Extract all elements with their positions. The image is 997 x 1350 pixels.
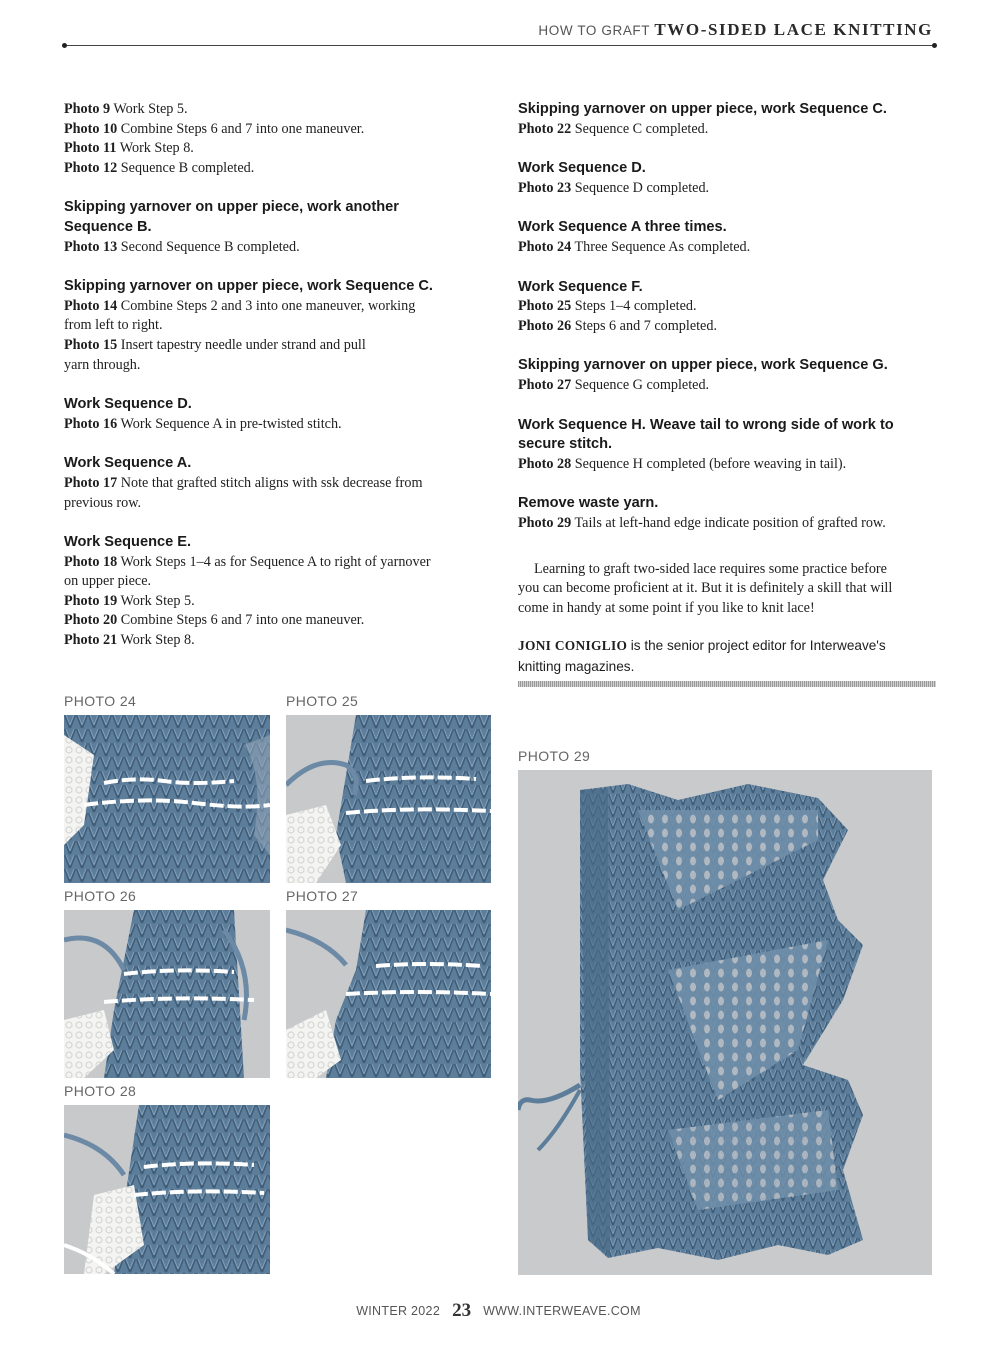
step-text: Work Step 8.	[120, 632, 195, 649]
step-block	[518, 356, 936, 395]
step-heading: Work Sequence A three times.	[518, 219, 727, 236]
photo-ref: Photo 9	[64, 101, 111, 117]
step-text: Work Steps 1–4 as for Sequence A to right of yarnover	[120, 553, 431, 570]
photo-26-image	[64, 910, 270, 1078]
author-bio-text: is the senior project editor for Interweave's	[630, 638, 886, 654]
photo-27-image	[286, 910, 491, 1078]
photo-29-label: PHOTO 29	[518, 748, 591, 764]
step-block	[64, 395, 482, 434]
photo-ref: Photo 13	[64, 238, 118, 255]
step-text: Three Sequence As completed.	[574, 238, 751, 255]
step-block	[518, 218, 936, 257]
step-block	[64, 454, 482, 513]
photo-ref: Photo 19	[64, 592, 118, 609]
step-text: Tails at left-hand edge indicate position of grafted row.	[574, 514, 886, 531]
step-line	[64, 100, 482, 120]
step-block	[518, 416, 936, 475]
photo-ref: Photo 20	[64, 612, 118, 629]
step-heading: Sequence B.	[64, 218, 152, 235]
author-line	[518, 636, 936, 657]
step-block	[518, 159, 936, 198]
step-line	[64, 553, 482, 573]
photo-24-image	[64, 715, 270, 883]
step-line	[518, 179, 936, 199]
section-separator	[518, 681, 936, 687]
photo-27-label: PHOTO 27	[286, 888, 359, 904]
closing-line: come in handy at some point if you like to knit lace!	[518, 599, 815, 616]
step-text: Combine Steps 6 and 7 into one maneuver.	[120, 120, 365, 137]
step-line	[64, 611, 482, 631]
photo-ref: Photo 28	[518, 455, 572, 472]
step-line	[64, 139, 482, 159]
step-line	[518, 297, 936, 317]
step-heading: Work Sequence A.	[64, 455, 192, 472]
photo-ref: Photo 15	[64, 336, 118, 353]
photo-ref: Photo 12	[64, 159, 118, 176]
step-line	[518, 376, 936, 396]
step-line	[64, 474, 482, 494]
photo-ref: Photo 25	[518, 298, 572, 315]
step-heading: Skipping yarnover on upper piece, work Sequence C.	[518, 101, 887, 117]
step-text: Second Sequence B completed.	[120, 238, 300, 255]
photo-ref: Photo 23	[518, 179, 572, 196]
step-text: Steps 1–4 completed.	[574, 298, 697, 315]
step-text: Steps 6 and 7 completed.	[574, 317, 717, 334]
photo-ref: Photo 16	[64, 415, 118, 432]
photo-29-image	[518, 770, 932, 1275]
step-line	[64, 631, 482, 651]
footer-website: WWW.INTERWEAVE.COM	[483, 1304, 641, 1318]
step-text: Sequence H completed (before weaving in tail).	[574, 455, 847, 472]
header-rule-dot-left	[62, 43, 67, 48]
photo-ref: Photo 14	[64, 297, 118, 314]
step-line	[518, 514, 936, 534]
header-title: TWO-SIDED LACE KNITTING	[654, 20, 933, 39]
photo-ref: Photo 27	[518, 376, 572, 393]
step-line-cont: from left to right.	[64, 317, 163, 334]
step-heading: Work Sequence D.	[518, 160, 646, 177]
step-block	[64, 533, 482, 651]
photo-ref: Photo 21	[64, 632, 118, 649]
step-text: Sequence C completed.	[574, 120, 709, 137]
author-bio	[518, 636, 936, 676]
step-text: Note that grafted stitch aligns with ssk decrease from	[120, 474, 423, 491]
photo-ref: Photo 17	[64, 474, 118, 491]
step-heading: Remove waste yarn.	[518, 495, 659, 512]
author-name: JONI CONIGLIO	[518, 638, 628, 654]
photo-28-image	[64, 1105, 270, 1274]
step-line	[64, 159, 482, 179]
step-text: Work Step 5.	[113, 101, 188, 117]
photo-ref: Photo 29	[518, 514, 572, 531]
step-line	[64, 297, 482, 317]
header-prefix: HOW TO GRAFT	[538, 23, 651, 38]
photo-26-label: PHOTO 26	[64, 888, 137, 904]
photo-ref: Photo 11	[64, 140, 117, 157]
page-footer	[0, 1300, 997, 1322]
left-column	[64, 100, 482, 671]
step-line	[518, 120, 936, 140]
step-line	[518, 317, 936, 337]
step-heading: Work Sequence D.	[64, 396, 192, 413]
step-heading: secure stitch.	[518, 436, 613, 453]
step-block	[64, 198, 482, 257]
step-line-cont: yarn through.	[64, 356, 141, 373]
step-text: Combine Steps 2 and 3 into one maneuver, working	[120, 297, 416, 314]
photo-28-label: PHOTO 28	[64, 1083, 137, 1099]
step-text: Work Sequence A in pre-twisted stitch.	[120, 415, 342, 432]
photo-25-image	[286, 715, 491, 883]
step-text: Work Step 8.	[119, 140, 194, 157]
step-line	[64, 336, 482, 356]
step-line-cont: on upper piece.	[64, 573, 152, 590]
page-number: 23	[452, 1300, 472, 1321]
step-text: Sequence G completed.	[574, 376, 710, 393]
step-text: Sequence D completed.	[574, 179, 710, 196]
photo-ref: Photo 24	[518, 238, 572, 255]
step-line	[64, 120, 482, 140]
step-heading: Work Sequence F.	[518, 278, 643, 295]
step-line	[64, 415, 482, 435]
author-bio-text: knitting magazines.	[518, 658, 635, 674]
photo-ref: Photo 10	[64, 120, 118, 137]
photo-25-label: PHOTO 25	[286, 693, 359, 709]
photo-24-label: PHOTO 24	[64, 693, 137, 709]
right-column	[518, 100, 936, 676]
step-block	[518, 494, 936, 533]
step-block	[64, 100, 482, 178]
closing-line: you can become proficient at it. But it is definitely a skill that will	[518, 580, 893, 597]
step-heading: Work Sequence H. Weave tail to wrong side of work to	[518, 416, 894, 433]
step-line	[518, 238, 936, 258]
step-block	[518, 100, 936, 139]
step-line-cont: previous row.	[64, 494, 142, 511]
step-text: Combine Steps 6 and 7 into one maneuver.	[120, 612, 365, 629]
step-heading: Skipping yarnover on upper piece, work Sequence G.	[518, 357, 888, 374]
step-line	[518, 455, 936, 475]
step-heading: Skipping yarnover on upper piece, work Sequence C.	[64, 278, 433, 295]
step-block	[64, 277, 482, 375]
photo-ref: Photo 18	[64, 553, 118, 570]
step-heading: Skipping yarnover on upper piece, work another	[64, 199, 399, 216]
closing-paragraph	[518, 560, 936, 619]
step-text: Sequence B completed.	[120, 159, 255, 176]
header-rule-dot-right	[932, 43, 937, 48]
photo-ref: Photo 22	[518, 120, 572, 137]
step-text: Work Step 5.	[120, 592, 195, 609]
footer-issue: WINTER 2022	[356, 1304, 441, 1318]
step-block	[518, 278, 936, 337]
step-line	[64, 238, 482, 258]
step-text: Insert tapestry needle under strand and pull	[120, 336, 366, 353]
step-heading: Work Sequence E.	[64, 534, 192, 551]
closing-line: Learning to graft two-sided lace requires some practice before	[534, 560, 887, 577]
running-header	[538, 20, 933, 40]
step-line	[64, 592, 482, 612]
header-rule	[64, 45, 934, 46]
photo-ref: Photo 26	[518, 317, 572, 334]
